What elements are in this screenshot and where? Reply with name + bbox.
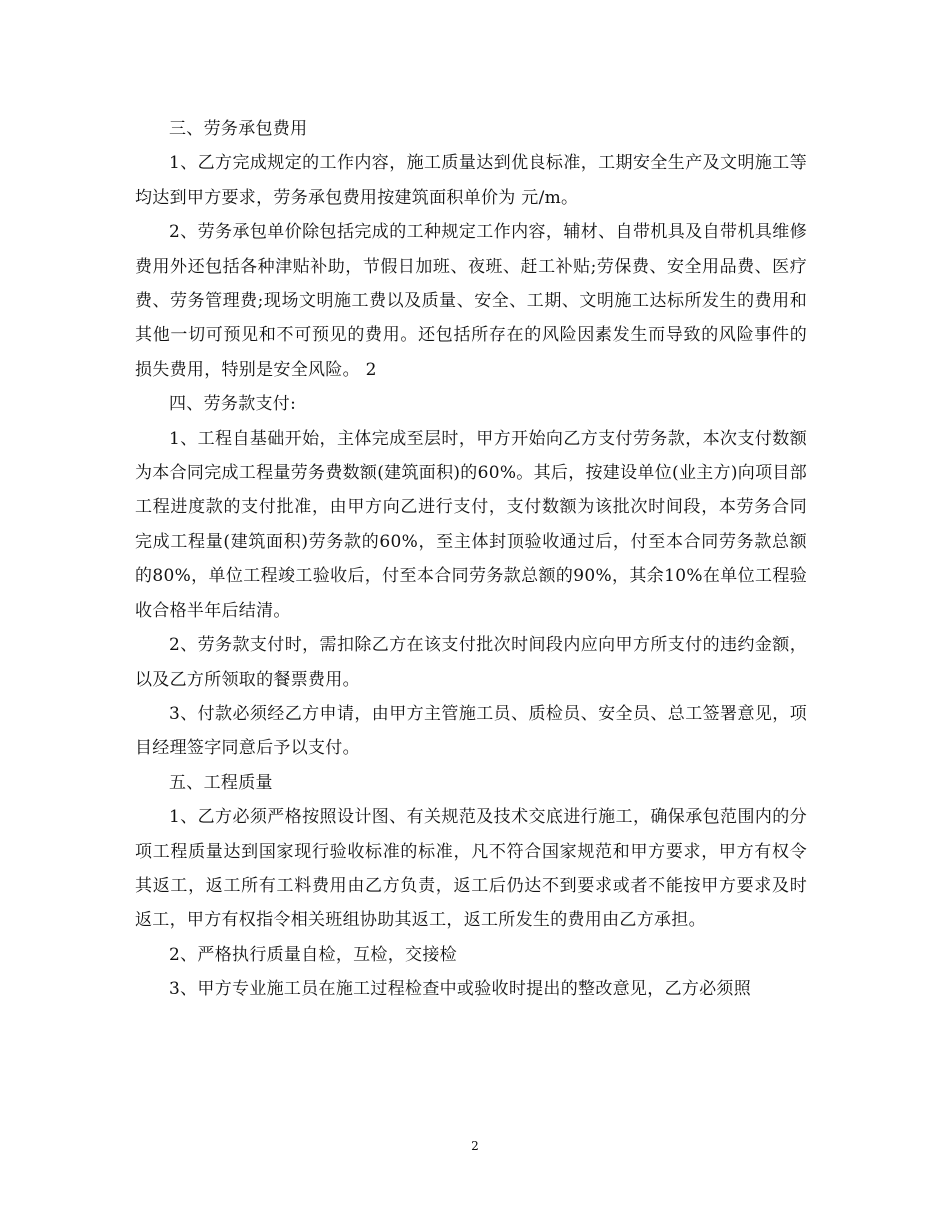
page-number: 2	[471, 1139, 479, 1153]
paragraph-payment-3: 3、付款必须经乙方申请，由甲方主管施工员、质检员、安全员、总工签署意见，项目经理签字同意后予以支付。	[135, 703, 807, 759]
section-heading-payment: 四、劳务款支付:	[169, 394, 297, 415]
paragraph-quality-3: 3、甲方专业施工员在施工过程检查中或验收时提出的整改意见，乙方必须照	[169, 979, 752, 1000]
paragraph-quality-1: 1、乙方必须严格按照设计图、有关规范及技术交底进行施工，确保承包范围内的分项工程质量达到国家现行验收标准的标准，凡不符合国家规范和甲方要求，甲方有权令其返工，返工所有工料费用由乙方负责，返工后仍达不到要求或者不能按甲方要求及时返工，甲方有权指令相关班组协助其返工，返工所发生的费用由乙方承担。	[135, 807, 807, 931]
section-heading-quality: 五、工程质量	[169, 772, 273, 793]
paragraph-quality-2: 2、严格执行质量自检，互检，交接检	[169, 944, 457, 965]
section-heading-labor-fee: 三、劳务承包费用	[169, 119, 308, 139]
paragraph-payment-2: 2、劳务款支付时，需扣除乙方在该支付批次时间段内应向甲方所支付的违约金额，以及乙方所领取的餐票费用。	[135, 635, 807, 690]
paragraph-labor-fee-1: 1、乙方完成规定的工作内容，施工质量达到优良标准，工期安全生产及文明施工等均达到甲方要求，劳务承包费用按建筑面积单价为 元/m。	[135, 153, 807, 208]
paragraph-labor-fee-2: 2、劳务承包单价除包括完成的工种规定工作内容，辅材、自带机具及自带机具维修费用外还包括各种津贴补助，节假日加班、夜班、赶工补贴;劳保费、安全用品费、医疗费、劳务管理费;现场文明施工费以及质量、安全、工期、文明施工达标所发生的费用和其他一切可预见和不可预见的费用。还包括所存在的风险因素发生而导致的风险事件的损失费用，特别是安全风险。 2	[135, 222, 807, 380]
document-body	[135, 112, 807, 1007]
paragraph-payment-1: 1、工程自基础开始，主体完成至层时，甲方开始向乙方支付劳务款，本次支付数额为本合同完成工程量劳务费数额(建筑面积)的60%。其后，按建设单位(业主方)向项目部工程进度款的支付批准，由甲方向乙进行支付，支付数额为该批次时间段，本劳务合同完成工程量(建筑面积)劳务款的60%，至主体封顶验收通过后，付至本合同劳务款总额的80%，单位工程竣工验收后，付至本合同劳务款总额的90%，其余10%在单位工程验收合格半年后结清。	[135, 428, 807, 621]
